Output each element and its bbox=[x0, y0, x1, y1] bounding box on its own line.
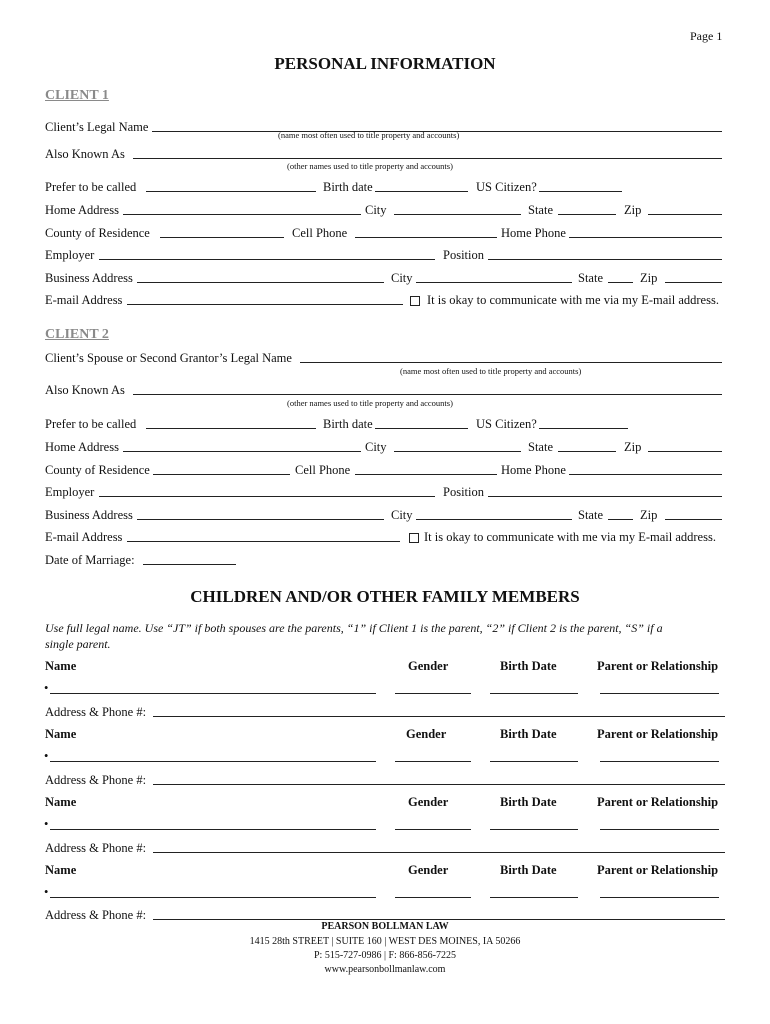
client2-state-field[interactable] bbox=[558, 451, 616, 452]
client2-cell-field[interactable] bbox=[355, 474, 497, 475]
child2-name-header: Name bbox=[45, 727, 77, 741]
client1-business-city-field[interactable] bbox=[416, 282, 572, 283]
child1-name-field[interactable] bbox=[50, 693, 376, 694]
client2-marriage-label: Date of Marriage: bbox=[45, 553, 135, 567]
client2-birth-field[interactable] bbox=[375, 428, 468, 429]
client2-prefer-label: Prefer to be called bbox=[45, 417, 137, 431]
client2-zip-field[interactable] bbox=[648, 451, 722, 452]
client1-aka-field[interactable] bbox=[133, 158, 722, 159]
client2-aka-hint: (other names used to title property and accounts) bbox=[287, 398, 453, 408]
client2-business-address-label: Business Address bbox=[45, 508, 133, 522]
child3-parent-field[interactable] bbox=[600, 829, 719, 830]
client1-citizen-field[interactable] bbox=[539, 191, 622, 192]
client1-birth-field[interactable] bbox=[375, 191, 468, 192]
client2-citizen-label: US Citizen? bbox=[476, 417, 537, 431]
child3-birth-header: Birth Date bbox=[500, 795, 557, 809]
client2-business-city-label: City bbox=[391, 508, 413, 522]
client2-email-ok-label: It is okay to communicate with me via my E-mail address. bbox=[424, 530, 716, 544]
client1-zip-field[interactable] bbox=[648, 214, 722, 215]
child1-parent-header: Parent or Relationship bbox=[597, 659, 719, 673]
child3-birth-field[interactable] bbox=[490, 829, 578, 830]
client2-city-field[interactable] bbox=[394, 451, 521, 452]
child4-parent-field[interactable] bbox=[600, 897, 719, 898]
child1-bullet: • bbox=[44, 681, 49, 695]
client2-employer-label: Employer bbox=[45, 485, 95, 499]
client1-prefer-field[interactable] bbox=[146, 191, 316, 192]
client1-birth-label: Birth date bbox=[323, 180, 373, 194]
page-number: Page 1 bbox=[690, 29, 723, 43]
client1-email-ok-label: It is okay to communicate with me via my E-mail address. bbox=[427, 293, 719, 307]
client1-business-zip-field[interactable] bbox=[665, 282, 722, 283]
client1-business-address-label: Business Address bbox=[45, 271, 133, 285]
child2-birth-header: Birth Date bbox=[500, 727, 557, 741]
client1-position-label: Position bbox=[443, 248, 484, 262]
client1-cell-label: Cell Phone bbox=[292, 226, 348, 240]
client2-email-ok-checkbox[interactable] bbox=[409, 533, 419, 543]
child2-parent-field[interactable] bbox=[600, 761, 719, 762]
client2-heading: CLIENT 2 bbox=[45, 327, 109, 342]
client2-home-address-field[interactable] bbox=[123, 451, 361, 452]
client1-home-phone-field[interactable] bbox=[569, 237, 722, 238]
client1-business-zip-label: Zip bbox=[640, 271, 658, 285]
child1-birth-field[interactable] bbox=[490, 693, 578, 694]
client2-business-address-field[interactable] bbox=[137, 519, 384, 520]
client1-business-state-label: State bbox=[578, 271, 603, 285]
footer-address: 1415 28th STREET | SUITE 160 | WEST DES MOINES, IA 50266 bbox=[249, 936, 521, 947]
client2-business-state-field[interactable] bbox=[608, 519, 633, 520]
client2-state-label: State bbox=[528, 440, 553, 454]
client2-legal-name-field[interactable] bbox=[300, 362, 722, 363]
child3-name-header: Name bbox=[45, 795, 77, 809]
client1-email-label: E-mail Address bbox=[45, 293, 123, 307]
client1-home-address-label: Home Address bbox=[45, 203, 119, 217]
footer-phones: P: 515-727-0986 | F: 866-856-7225 bbox=[313, 950, 456, 961]
client1-prefer-label: Prefer to be called bbox=[45, 180, 137, 194]
client1-zip-label: Zip bbox=[624, 203, 642, 217]
client1-aka-hint: (other names used to title property and accounts) bbox=[287, 161, 453, 171]
child2-gender-header: Gender bbox=[406, 727, 447, 741]
client2-email-label: E-mail Address bbox=[45, 530, 123, 544]
client2-birth-label: Birth date bbox=[323, 417, 373, 431]
client2-employer-field[interactable] bbox=[99, 496, 435, 497]
child3-bullet: • bbox=[44, 817, 49, 831]
child4-address-field[interactable] bbox=[153, 919, 725, 920]
client1-legal-name-hint: (name most often used to title property and accounts) bbox=[278, 130, 460, 140]
client1-position-field[interactable] bbox=[488, 259, 722, 260]
client1-cell-field[interactable] bbox=[355, 237, 497, 238]
child1-parent-field[interactable] bbox=[600, 693, 719, 694]
client1-business-address-field[interactable] bbox=[137, 282, 384, 283]
footer-web: www.pearsonbollmanlaw.com bbox=[324, 964, 446, 975]
child2-name-field[interactable] bbox=[50, 761, 376, 762]
footer-firm: PEARSON BOLLMAN LAW bbox=[321, 921, 449, 932]
client1-county-label: County of Residence bbox=[45, 226, 150, 240]
client2-business-zip-field[interactable] bbox=[665, 519, 722, 520]
client1-employer-label: Employer bbox=[45, 248, 95, 262]
client2-aka-field[interactable] bbox=[133, 394, 722, 395]
client1-heading: CLIENT 1 bbox=[45, 88, 109, 103]
children-instructions-line1: Use full legal name. Use “JT” if both spouses are the parents, “1” if Client 1 is the parent, “2” if Client 2 is the parent, “S” if a bbox=[45, 621, 663, 635]
child2-birth-field[interactable] bbox=[490, 761, 578, 762]
child1-name-header: Name bbox=[45, 659, 77, 673]
child2-gender-field[interactable] bbox=[395, 761, 471, 762]
child4-name-header: Name bbox=[45, 863, 77, 877]
client1-home-phone-label: Home Phone bbox=[501, 226, 566, 240]
child2-parent-header: Parent or Relationship bbox=[597, 727, 719, 741]
client2-legal-name-hint: (name most often used to title property and accounts) bbox=[400, 366, 582, 376]
client2-email-field[interactable] bbox=[127, 541, 400, 542]
client2-cell-label: Cell Phone bbox=[295, 463, 351, 477]
child4-bullet: • bbox=[44, 885, 49, 899]
client2-prefer-field[interactable] bbox=[146, 428, 316, 429]
client2-marriage-field[interactable] bbox=[143, 564, 236, 565]
client2-business-state-label: State bbox=[578, 508, 603, 522]
client1-email-ok-checkbox[interactable] bbox=[410, 296, 420, 306]
child3-parent-header: Parent or Relationship bbox=[597, 795, 719, 809]
client1-county-field[interactable] bbox=[160, 237, 284, 238]
client2-business-city-field[interactable] bbox=[416, 519, 572, 520]
client2-home-phone-field[interactable] bbox=[569, 474, 722, 475]
client2-position-label: Position bbox=[443, 485, 484, 499]
client1-legal-name-label: Client’s Legal Name bbox=[45, 120, 149, 134]
child2-address-label: Address & Phone #: bbox=[45, 773, 147, 787]
client1-city-label: City bbox=[365, 203, 387, 217]
client2-city-label: City bbox=[365, 440, 387, 454]
child3-gender-field[interactable] bbox=[395, 829, 471, 830]
client2-legal-name-label: Client’s Spouse or Second Grantor’s Legal Name bbox=[45, 351, 292, 365]
client2-position-field[interactable] bbox=[488, 496, 722, 497]
child4-birth-field[interactable] bbox=[490, 897, 578, 898]
child2-bullet: • bbox=[44, 749, 49, 763]
client1-city-field[interactable] bbox=[394, 214, 521, 215]
child4-birth-header: Birth Date bbox=[500, 863, 557, 877]
client1-citizen-label: US Citizen? bbox=[476, 180, 537, 194]
child1-address-field[interactable] bbox=[153, 716, 725, 717]
client1-state-field[interactable] bbox=[558, 214, 616, 215]
client2-zip-label: Zip bbox=[624, 440, 642, 454]
client1-state-label: State bbox=[528, 203, 553, 217]
client1-business-state-field[interactable] bbox=[608, 282, 633, 283]
child3-gender-header: Gender bbox=[408, 795, 449, 809]
child2-address-field[interactable] bbox=[153, 784, 725, 785]
client2-home-phone-label: Home Phone bbox=[501, 463, 566, 477]
child4-address-label: Address & Phone #: bbox=[45, 908, 147, 922]
children-heading: CHILDREN AND/OR OTHER FAMILY MEMBERS bbox=[190, 587, 580, 606]
client2-citizen-field[interactable] bbox=[539, 428, 628, 429]
child1-birth-header: Birth Date bbox=[500, 659, 557, 673]
client1-email-field[interactable] bbox=[127, 304, 403, 305]
child1-address-label: Address & Phone #: bbox=[45, 705, 147, 719]
child3-address-field[interactable] bbox=[153, 852, 725, 853]
client2-aka-label: Also Known As bbox=[45, 383, 125, 397]
child4-parent-header: Parent or Relationship bbox=[597, 863, 719, 877]
child3-name-field[interactable] bbox=[50, 829, 376, 830]
client1-aka-label: Also Known As bbox=[45, 147, 125, 161]
child4-name-field[interactable] bbox=[50, 897, 376, 898]
child1-gender-header: Gender bbox=[408, 659, 449, 673]
child1-gender-field[interactable] bbox=[395, 693, 471, 694]
client2-home-address-label: Home Address bbox=[45, 440, 119, 454]
client1-home-address-field[interactable] bbox=[123, 214, 361, 215]
child4-gender-header: Gender bbox=[408, 863, 449, 877]
client2-business-zip-label: Zip bbox=[640, 508, 658, 522]
client2-county-field[interactable] bbox=[153, 474, 290, 475]
child4-gender-field[interactable] bbox=[395, 897, 471, 898]
client1-employer-field[interactable] bbox=[99, 259, 435, 260]
client1-business-city-label: City bbox=[391, 271, 413, 285]
children-instructions-line2: single parent. bbox=[45, 637, 111, 651]
child3-address-label: Address & Phone #: bbox=[45, 841, 147, 855]
page-title: PERSONAL INFORMATION bbox=[274, 54, 496, 73]
client2-county-label: County of Residence bbox=[45, 463, 150, 477]
